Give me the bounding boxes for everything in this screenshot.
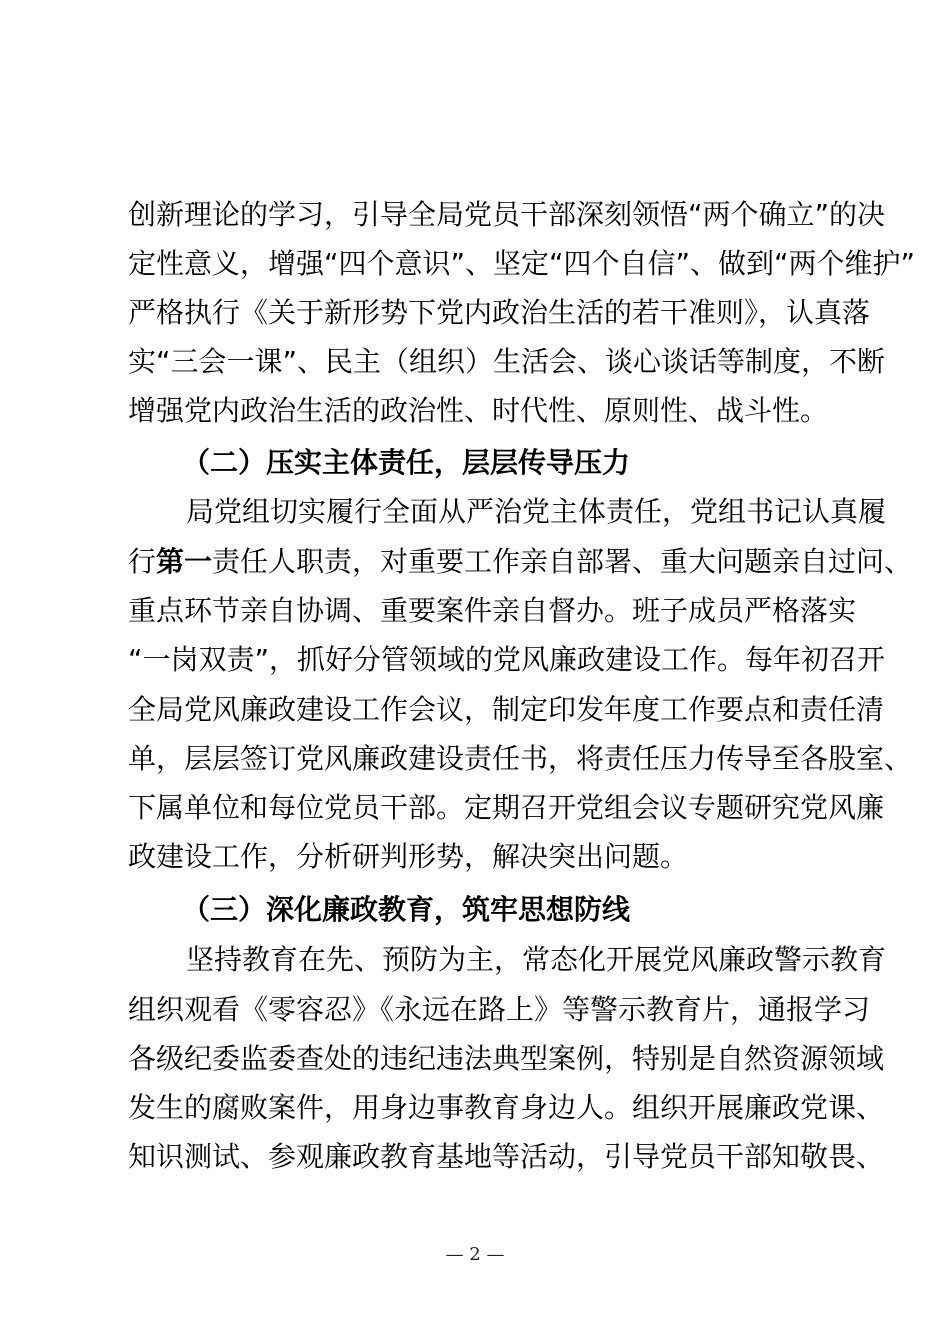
body-text-line: [128, 544, 913, 580]
body-text-line: 发生的腐败案件，用身边事教育身边人。组织开展廉政党课、: [128, 1091, 885, 1124]
body-text-line: 坚持教育在先、预防为主，常态化开展党风廉政警示教育: [186, 943, 887, 976]
section-heading-2: （二）压实主体责任，层层传导压力: [182, 446, 631, 479]
body-text-line: 下属单位和每位党员干部。定期召开党组会议专题研究党风廉: [128, 791, 885, 824]
text-segment: 责任人职责，对重要工作亲自部署、重大问题亲自过问、: [212, 545, 913, 578]
body-text-line: 增强党内政治生活的政治性、时代性、原则性、战斗性。: [128, 394, 829, 427]
body-text-line: 重点环节亲自协调、重要案件亲自督办。班子成员严格落实: [128, 594, 857, 627]
section-heading-3: （三）深化廉政教育，筑牢思想防线: [182, 893, 631, 926]
body-text-line: 全局党风廉政建设工作会议，制定印发年度工作要点和责任清: [128, 693, 885, 726]
body-text-line: 严格执行《关于新形势下党内政治生活的若干准则》，认真落: [128, 296, 871, 329]
bold-text-segment: 第一: [156, 545, 213, 578]
body-text-line: “一岗双责”，抓好分管领域的党风廉政建设工作。每年初召开: [128, 643, 886, 676]
body-text-line: 组织观看《零容忍》《永远在路上》等警示教育片，通报学习: [128, 993, 871, 1026]
text-segment: 行: [128, 545, 157, 578]
page-number: — 2 —: [445, 1244, 505, 1265]
body-text-line: 实“三会一课”、民主（组织）生活会、谈心谈话等制度，不断: [128, 345, 886, 378]
body-text-line: 知识测试、参观廉政教育基地等活动，引导党员干部知敬畏、: [128, 1140, 885, 1173]
body-text-line: 创新理论的学习，引导全局党员干部深刻领悟“两个确立”的决: [128, 198, 886, 231]
body-text-line: 政建设工作，分析研判形势，解决突出问题。: [128, 840, 689, 873]
body-text-line: 各级纪委监委查处的违纪违法典型案例，特别是自然资源领域: [128, 1042, 885, 1075]
body-text-line: 单，层层签订党风廉政建设责任书，将责任压力传导至各股室、: [128, 742, 913, 775]
body-text-line: 局党组切实履行全面从严治党主体责任，党组书记认真履: [186, 495, 887, 528]
body-text-line: 定性意义，增强“四个意识”、坚定“四个自信”、做到“两个维护”: [128, 247, 916, 280]
